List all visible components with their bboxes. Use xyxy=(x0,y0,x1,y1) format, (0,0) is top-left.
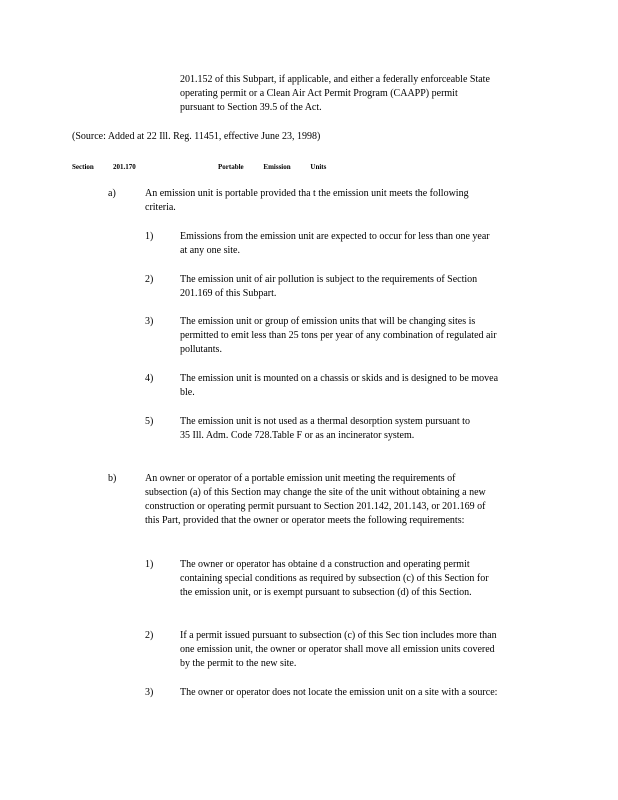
a-item-5-text: The emission unit is not used as a thermal desorption system pursuant to 35 Ill. Adm. Code 728.Table F or as an incinerator system. xyxy=(180,416,470,441)
subsection-b-mark: b) xyxy=(108,473,117,484)
a-item-3-mark: 3) xyxy=(145,316,154,327)
source-note: (Source: Added at 22 Ill. Reg. 11451, effective June 23, 1998) xyxy=(72,131,321,142)
subsection-a-text: An emission unit is portable provided tha t the emission unit meets the following criteria. xyxy=(145,188,469,213)
b-item-1-text: The owner or operator has obtaine d a construction and operating permit containing special conditions as required by subsection (c) of this Section for the emission unit, or is exempt pursuant to subsection (d) of this Section. xyxy=(180,559,489,598)
intro-paragraph: 201.152 of this Subpart, if applicable, and either a federally enforceable State operating permit or a Clean Air Act Permit Program (CAAPP) permit pursuant to Section 39.5 of the Act. xyxy=(180,74,490,113)
b-item-1-mark: 1) xyxy=(145,559,154,570)
subsection-a-mark: a) xyxy=(108,188,116,199)
a-item-1-mark: 1) xyxy=(145,231,154,242)
b-item-2-mark: 2) xyxy=(145,630,154,641)
section-label: Section xyxy=(72,163,94,171)
b-item-2-text: If a permit issued pursuant to subsection (c) of this Sec tion includes more than one emission unit, the owner or operator shall move all emission units covered by the permit to the new site. xyxy=(180,630,497,669)
a-item-2-text: The emission unit of air pollution is subject to the requirements of Section 201.169 of this Subpart. xyxy=(180,274,478,299)
a-item-3-text: The emission unit or group of emission units that will be changing sites is permitted to emit less than 25 tons per year of any combination of regulated air pollutants. xyxy=(180,316,497,355)
section-title: Portable Emission Units xyxy=(218,163,327,171)
section-number: 201.170 xyxy=(113,163,136,171)
b-item-3-mark: 3) xyxy=(145,687,154,698)
a-item-4-mark: 4) xyxy=(145,373,154,384)
a-item-2-mark: 2) xyxy=(145,274,154,285)
a-item-5-mark: 5) xyxy=(145,416,154,427)
a-item-1-text: Emissions from the emission unit are expected to occur for less than one year at any one site. xyxy=(180,231,490,256)
b-item-3-text: The owner or operator does not locate the emission unit on a site with a source: xyxy=(180,687,498,698)
a-item-4-text: The emission unit is mounted on a chassis or skids and is designed to be movea ble. xyxy=(180,373,499,398)
subsection-b-text: An owner or operator of a portable emission unit meeting the requirements of subsection (a) of this Section may change the site of the unit without obtaining a new construction or operating permit pursuant to Section 201.142, 201.143, or 201.169 of this Part, provided that the owner or operator meets the following requirements: xyxy=(145,473,486,526)
